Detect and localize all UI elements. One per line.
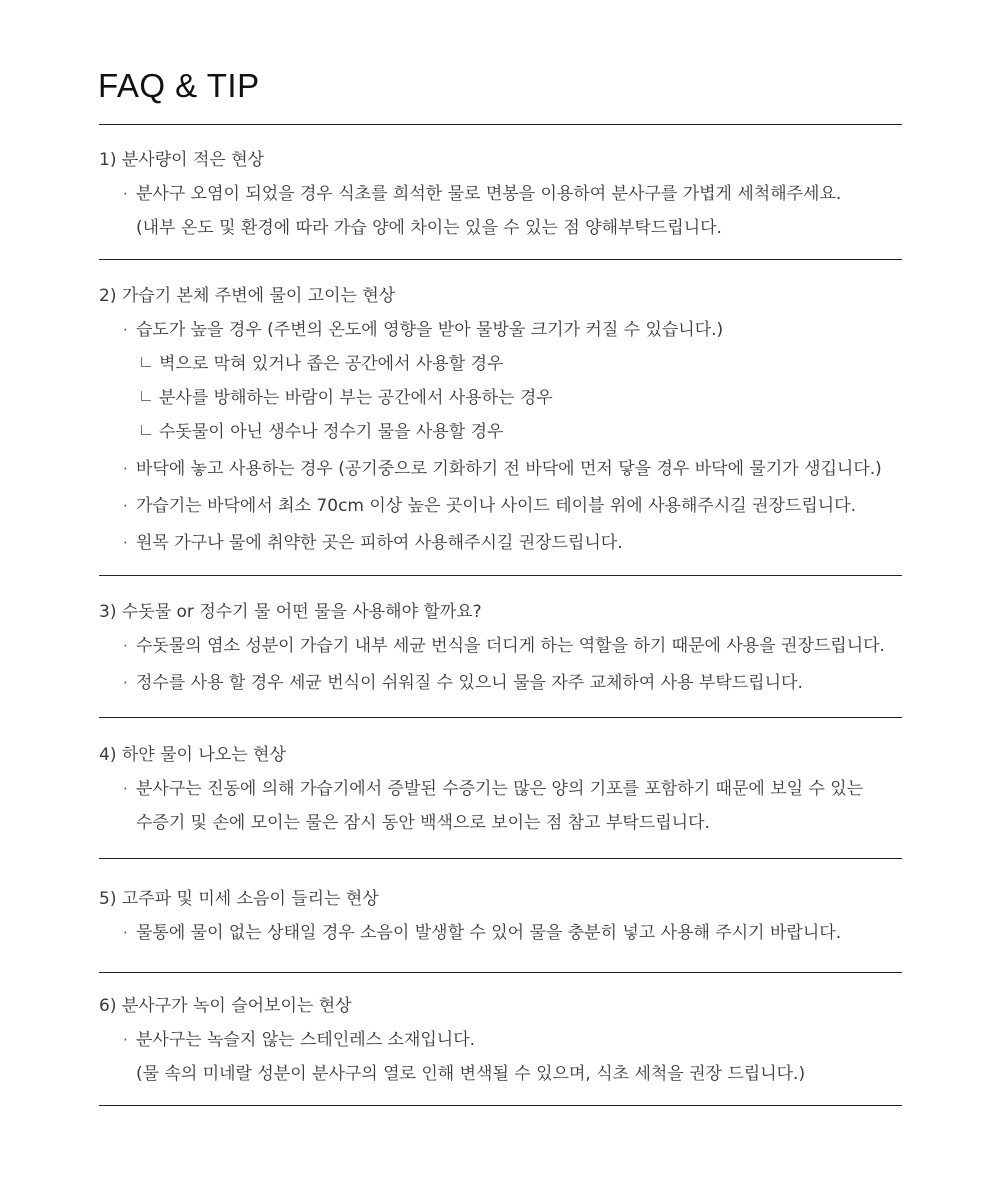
divider xyxy=(99,259,902,260)
faq-bullet-line xyxy=(99,1023,902,1057)
faq-answer-text: 분사구는 녹슬지 않는 스테인레스 소재입니다. xyxy=(136,1030,476,1050)
divider xyxy=(99,972,902,973)
faq-question: 2) 가습기 본체 주변에 물이 고이는 현상 xyxy=(99,286,396,306)
faq-answer-text: 바닥에 놓고 사용하는 경우 (공기중으로 기화하기 전 바닥에 먼저 닿을 경우 바닥에 물기가 생깁니다.) xyxy=(136,459,882,479)
faq-sub-text: 수돗물이 아닌 생수나 정수기 물을 사용할 경우 xyxy=(159,422,504,442)
faq-question: 1) 분사량이 적은 현상 xyxy=(99,150,265,170)
faq-answer-text: 분사구는 진동에 의해 가습기에서 증발된 수증기는 많은 양의 기포를 포함하기 때문에 보일 수 있는 xyxy=(136,779,864,799)
faq-answer-text: 물통에 물이 없는 상태일 경우 소음이 발생할 수 있어 물을 충분히 넣고 사용해 주시기 바랍니다. xyxy=(136,923,842,943)
divider xyxy=(99,858,902,859)
page-title: FAQ & TIP xyxy=(98,67,260,104)
faq-bullet-line xyxy=(99,177,902,211)
faq-answer-text: 원목 가구나 물에 취약한 곳은 피하여 사용해주시길 권장드립니다. xyxy=(136,533,623,553)
faq-answer-text: 수증기 및 손에 모이는 물은 잠시 동안 백색으로 보이는 점 참고 부탁드립니다. xyxy=(136,813,710,833)
faq-bullet-line xyxy=(99,666,902,700)
bullet-dot: · xyxy=(123,534,128,552)
bullet-dot: · xyxy=(123,185,128,203)
faq-section-1 xyxy=(99,143,902,245)
bullet-dot: · xyxy=(123,1031,128,1049)
faq-answer-text: 수돗물의 염소 성분이 가습기 내부 세균 번식을 더디게 하는 역할을 하기 때문에 사용을 권장드립니다. xyxy=(136,636,885,656)
corner-arrow-icon xyxy=(141,357,151,367)
bullet-dot: · xyxy=(123,321,128,339)
faq-bullet-line xyxy=(99,916,902,950)
faq-answer-text: 분사구 오염이 되었을 경우 식초를 희석한 물로 면봉을 이용하여 분사구를 가볍게 세척해주세요. xyxy=(136,184,842,204)
divider xyxy=(99,124,902,125)
faq-bullet-line xyxy=(99,489,902,523)
faq-answer-text: 습도가 높을 경우 (주변의 온도에 영향을 받아 물방울 크기가 커질 수 있습니다.) xyxy=(136,320,724,340)
faq-question: 4) 하얀 물이 나오는 현상 xyxy=(99,745,286,765)
faq-continuation-line xyxy=(99,806,902,840)
faq-section-6 xyxy=(99,989,902,1091)
divider xyxy=(99,1105,902,1106)
bullet-dot: · xyxy=(123,780,128,798)
faq-question: 5) 고주파 및 미세 소음이 들리는 현상 xyxy=(99,889,379,909)
faq-section-2 xyxy=(99,279,902,560)
faq-section-4 xyxy=(99,738,902,840)
faq-answer-text: (물 속의 미네랄 성분이 분사구의 열로 인해 변색될 수 있으며, 식초 세척을 권장 드립니다.) xyxy=(136,1064,806,1084)
corner-arrow-icon xyxy=(141,391,151,401)
faq-sub-line xyxy=(99,381,902,415)
faq-bullet-line xyxy=(99,629,902,663)
divider xyxy=(99,575,902,576)
divider xyxy=(99,717,902,718)
faq-sub-line xyxy=(99,347,902,381)
faq-answer-text: 가습기는 바닥에서 최소 70cm 이상 높은 곳이나 사이드 테이블 위에 사용해주시길 권장드립니다. xyxy=(136,496,856,516)
corner-arrow-icon xyxy=(141,425,151,435)
faq-bullet-line xyxy=(99,313,902,347)
faq-sub-text: 분사를 방해하는 바람이 부는 공간에서 사용하는 경우 xyxy=(159,388,553,408)
bullet-dot: · xyxy=(123,637,128,655)
faq-sub-text: 벽으로 막혀 있거나 좁은 공간에서 사용할 경우 xyxy=(159,354,504,374)
bullet-dot: · xyxy=(123,674,128,692)
faq-section-3 xyxy=(99,595,902,700)
bullet-dot: · xyxy=(123,924,128,942)
faq-question: 3) 수돗물 or 정수기 물 어떤 물을 사용해야 할까요? xyxy=(99,602,482,622)
faq-section-5 xyxy=(99,882,902,950)
faq-answer-text: 정수를 사용 할 경우 세균 번식이 쉬워질 수 있으니 물을 자주 교체하여 사용 부탁드립니다. xyxy=(136,673,803,693)
faq-continuation-line xyxy=(99,1057,902,1091)
faq-question: 6) 분사구가 녹이 슬어보이는 현상 xyxy=(99,996,352,1016)
faq-sub-line xyxy=(99,415,902,449)
faq-bullet-line xyxy=(99,526,902,560)
bullet-dot: · xyxy=(123,497,128,515)
faq-bullet-line xyxy=(99,772,902,806)
faq-bullet-line xyxy=(99,452,902,486)
faq-continuation-line xyxy=(99,211,902,245)
bullet-dot: · xyxy=(123,460,128,478)
faq-answer-text: (내부 온도 및 환경에 따라 가습 양에 차이는 있을 수 있는 점 양해부탁드립니다. xyxy=(136,218,722,238)
